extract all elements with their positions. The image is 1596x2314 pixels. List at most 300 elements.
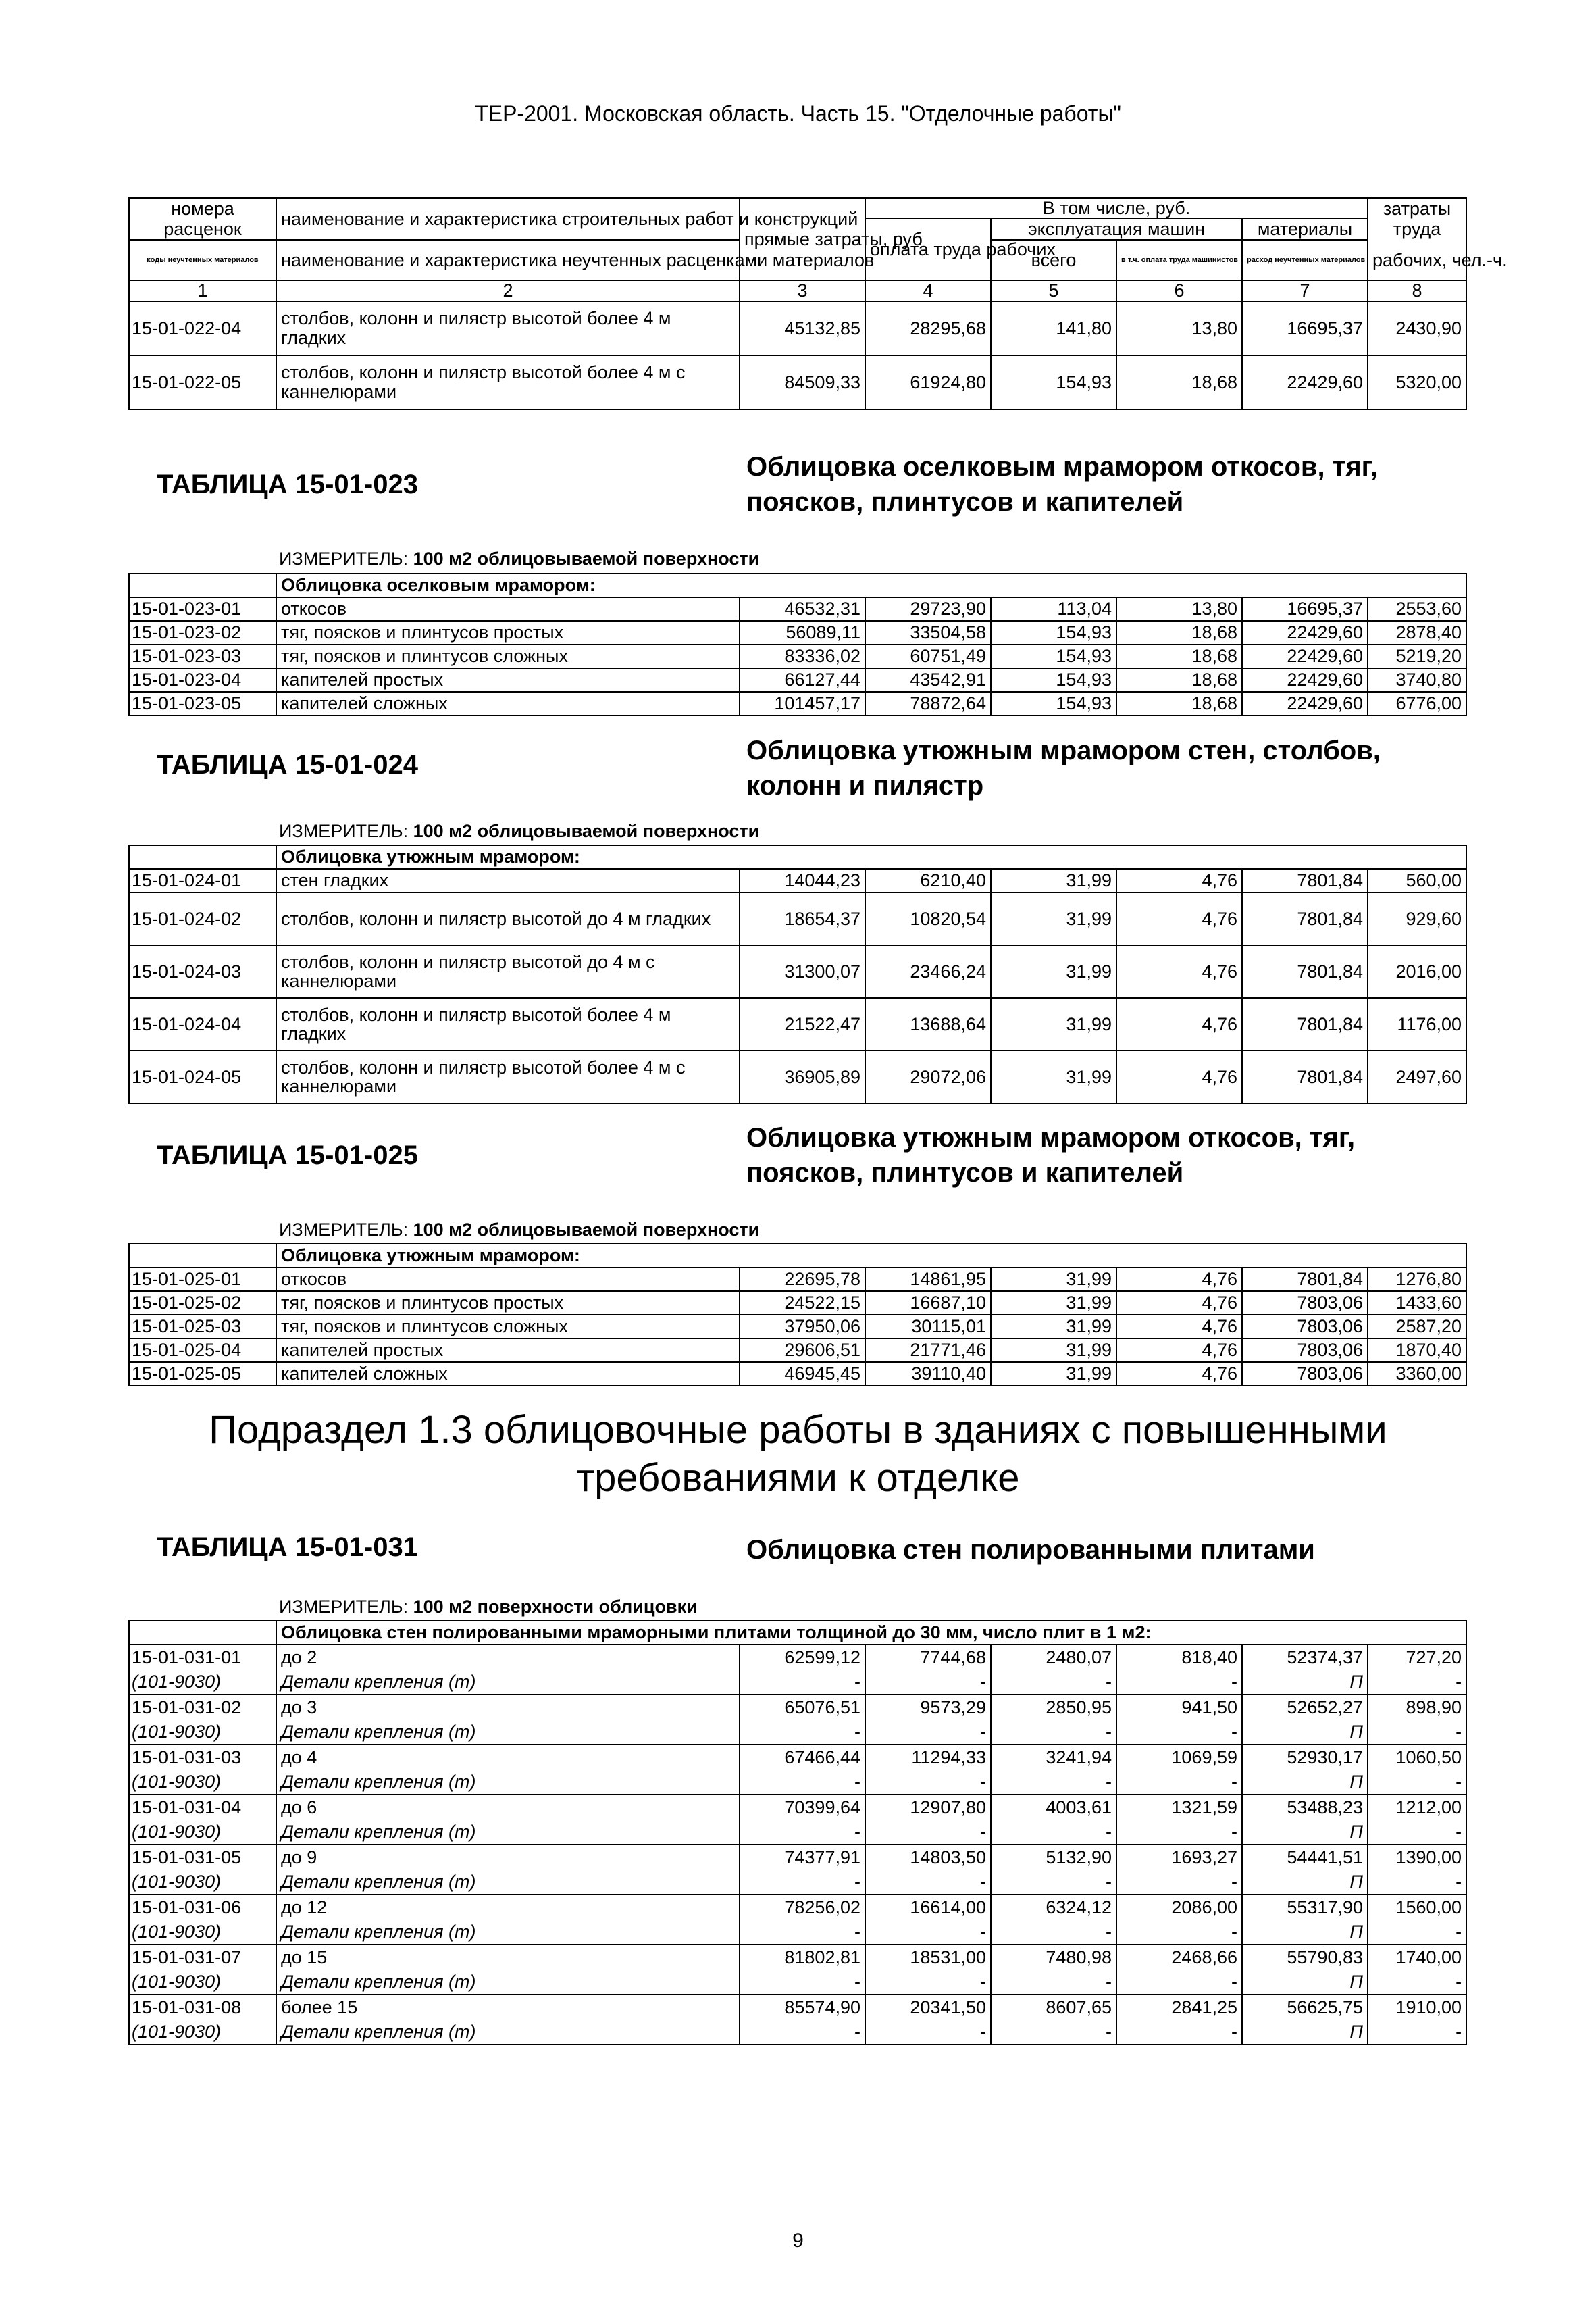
row-value: 2850,95 [991,1694,1116,1719]
material-dash: - [740,1919,865,1944]
measure-unit: 100 м2 поверхности облицовки [413,1596,698,1617]
material-dash: - [740,1869,865,1894]
row-value: 1560,00 [1368,1894,1466,1919]
row-value: 22695,78 [740,1267,865,1291]
row-value: 16614,00 [865,1894,991,1919]
material-code: (101-9030) [129,1819,276,1844]
page-number: 9 [792,2230,804,2252]
subsection-line2: требованиями к отделке [576,1455,1020,1500]
row-value: 61924,80 [865,355,991,409]
row-value: 4,76 [1116,945,1242,998]
row-name: тяг, поясков и плинтусов простых [276,1291,740,1315]
table-title: Облицовка утюжным мрамором стен, столбов, колонн и пилястр [746,736,1381,801]
table-subheading: Облицовка стен полированными мраморными плитами толщиной до 30 мм, число плит в 1 м2: [276,1621,1466,1644]
material-dash: - [991,1669,1116,1694]
row-value: 78872,64 [865,692,991,715]
row-value: 5320,00 [1368,355,1466,409]
material-dash: - [740,1769,865,1794]
table-row [129,692,1466,715]
row-value: 31,99 [991,892,1116,945]
row-value: 1069,59 [1116,1744,1242,1769]
table-label: ТАБЛИЦА 15-01-024 [157,750,418,780]
material-dash: - [865,1719,991,1744]
row-value: 8607,65 [991,1994,1116,2019]
measure-line [279,549,759,570]
material-dash: - [991,1969,1116,1994]
row-code: 15-01-023-01 [129,597,276,621]
row-value: 727,20 [1368,1644,1466,1669]
material-usage: П [1242,1669,1368,1694]
row-name: столбов, колонн и пилястр высотой до 4 м с каннелюрами [276,945,740,998]
row-value: 18,68 [1116,621,1242,645]
row-name: стен гладких [276,869,740,892]
measure-line [279,821,759,842]
row-value: 6776,00 [1368,692,1466,715]
col-machines-h: эксплуатация машин [991,218,1242,240]
row-value: 45132,85 [740,301,865,355]
row-code: 15-01-024-03 [129,945,276,998]
material-dash: - [740,1669,865,1694]
material-code: (101-9030) [129,1869,276,1894]
table-body [129,597,1466,715]
row-code: 15-01-022-04 [129,301,276,355]
row-value: 52930,17 [1242,1744,1368,1769]
row-value: 56089,11 [740,621,865,645]
row-value: 22429,60 [1242,645,1368,668]
row-name: до 9 [276,1844,740,1869]
row-value: 16695,37 [1242,597,1368,621]
material-dash: - [991,2019,1116,2044]
material-dash: - [740,1969,865,1994]
row-name: до 15 [276,1944,740,1969]
row-value: 7801,84 [1242,869,1368,892]
row-value: 5132,90 [991,1844,1116,1869]
table-15-01-025 [128,1243,1467,1386]
row-code: 15-01-031-03 [129,1744,276,1769]
row-value: 18,68 [1116,645,1242,668]
col-code-h1: номера [129,198,276,218]
table-subheading: Облицовка оселковым мрамором: [276,574,1466,597]
row-value: 31,99 [991,869,1116,892]
material-dash: - [991,1819,1116,1844]
row-value: 5219,20 [1368,645,1466,668]
row-code: 15-01-031-02 [129,1694,276,1719]
row-code: 15-01-031-05 [129,1844,276,1869]
row-name: капителей сложных [276,692,740,715]
row-value: 4,76 [1116,1291,1242,1315]
row-value: 7801,84 [1242,1267,1368,1291]
row-value: 16695,37 [1242,301,1368,355]
material-code: (101-9030) [129,2019,276,2044]
row-value: 2553,60 [1368,597,1466,621]
row-code: 15-01-024-04 [129,998,276,1051]
row-name: капителей сложных [276,1362,740,1386]
table-title: Облицовка утюжным мрамором откосов, тяг, поясков, плинтусов и капителей [746,1123,1356,1188]
row-value: 11294,33 [865,1744,991,1769]
running-title: ТЕР-2001. Московская область. Часть 15. "Отделочные работы" [475,101,1121,126]
row-value: 81802,81 [740,1944,865,1969]
col-mach-wage-h: в т.ч. оплата труда машинистов [1116,240,1242,280]
material-dash: - [1116,1919,1242,1944]
row-name: столбов, колонн и пилястр высотой до 4 м гладких [276,892,740,945]
row-name: более 15 [276,1994,740,2019]
row-value: 14803,50 [865,1844,991,1869]
measure-line [279,1219,759,1240]
row-code: 15-01-024-02 [129,892,276,945]
measure-prefix: ИЗМЕРИТЕЛЬ: [279,549,409,569]
table-row [129,998,1466,1051]
table-header [128,197,1508,410]
row-value: 36905,89 [740,1051,865,1103]
col-mat-usage-h: расход неучтенных материалов [1242,240,1368,280]
row-value: 85574,90 [740,1994,865,2019]
material-dash: - [865,1969,991,1994]
row-name: столбов, колонн и пилястр высотой более 4 м гладких [276,998,740,1051]
table-title: Облицовка стен полированными плитами [746,1535,1315,1565]
row-value: 60751,49 [865,645,991,668]
row-name: капителей простых [276,1338,740,1362]
table-row [129,1291,1466,1315]
row-value: 3360,00 [1368,1362,1466,1386]
row-value: 52374,37 [1242,1644,1368,1669]
col-num: 4 [865,280,991,301]
table-15-01-023 [128,573,1467,716]
row-value: 7801,84 [1242,998,1368,1051]
measure-prefix: ИЗМЕРИТЕЛЬ: [279,1219,409,1240]
row-value: 28295,68 [865,301,991,355]
row-value: 37950,06 [740,1315,865,1338]
row-value: 10820,54 [865,892,991,945]
row-value: 31,99 [991,1315,1116,1338]
material-dash: - [1116,2019,1242,2044]
measure-unit: 100 м2 облицовываемой поверхности [413,821,760,841]
table-row [129,668,1466,692]
measure-unit: 100 м2 облицовываемой поверхности [413,549,760,569]
row-value: 18,68 [1116,692,1242,715]
material-dash: - [740,2019,865,2044]
material-dash: - [1368,1919,1466,1944]
row-value: 2841,25 [1116,1994,1242,2019]
material-dash: - [1368,1969,1466,1994]
row-code: 15-01-031-08 [129,1994,276,2019]
row-value: 2430,90 [1368,301,1466,355]
row-value: 4003,61 [991,1794,1116,1819]
material-name: Детали крепления (т) [276,2019,740,2044]
material-dash: - [1116,1769,1242,1794]
row-code: 15-01-025-01 [129,1267,276,1291]
material-dash: - [865,2019,991,2044]
row-value: 7803,06 [1242,1362,1368,1386]
table-row [129,869,1466,892]
col-labor-h3: рабочих, чел.-ч. [1368,240,1466,280]
row-value: 22429,60 [1242,621,1368,645]
table-label: ТАБЛИЦА 15-01-031 [157,1532,418,1562]
row-value: 54441,51 [1242,1844,1368,1869]
material-dash: - [991,1769,1116,1794]
row-value: 1693,27 [1116,1844,1242,1869]
table-row [129,1994,1466,2019]
table-row [129,1051,1466,1103]
row-value: 6210,40 [865,869,991,892]
row-value: 2480,07 [991,1644,1116,1669]
row-value: 29072,06 [865,1051,991,1103]
material-code: (101-9030) [129,1919,276,1944]
material-name: Детали крепления (т) [276,1669,740,1694]
row-value: 9573,29 [865,1694,991,1719]
row-value: 1910,00 [1368,1994,1466,2019]
row-value: 1212,00 [1368,1794,1466,1819]
row-value: 2086,00 [1116,1894,1242,1919]
table-row [129,945,1466,998]
row-value: 929,60 [1368,892,1466,945]
row-value: 898,90 [1368,1694,1466,1719]
col-group-h: В том числе, руб. [865,198,1368,218]
row-value: 154,93 [991,692,1116,715]
row-code: 15-01-031-04 [129,1794,276,1819]
row-value: 101457,17 [740,692,865,715]
material-dash: - [740,1719,865,1744]
row-value: 31,99 [991,1267,1116,1291]
row-value: 39110,40 [865,1362,991,1386]
row-name: до 2 [276,1644,740,1669]
table-row [129,1844,1466,1869]
row-code: 15-01-024-05 [129,1051,276,1103]
col-num: 6 [1116,280,1242,301]
row-value: 33504,58 [865,621,991,645]
row-value: 1176,00 [1368,998,1466,1051]
col-matcode-h: коды неучтенных материалов [129,240,276,280]
row-code: 15-01-031-07 [129,1944,276,1969]
material-row [129,2019,1466,2044]
row-value: 18,68 [1116,355,1242,409]
row-name: столбов, колонн и пилястр высотой более 4 м с каннелюрами [276,355,740,409]
row-value: 941,50 [1116,1694,1242,1719]
col-wage-h: оплата труда рабочих [865,218,991,280]
row-value: 12907,80 [865,1794,991,1819]
material-row [129,1719,1466,1744]
material-dash: - [1368,1819,1466,1844]
col-materials-h: материалы [1242,218,1368,240]
row-value: 7803,06 [1242,1291,1368,1315]
table-15-01-024 [128,845,1467,1104]
table-subheading: Облицовка утюжным мрамором: [276,1244,1466,1267]
material-dash: - [865,1769,991,1794]
row-value: 84509,33 [740,355,865,409]
row-value: 2016,00 [1368,945,1466,998]
row-value: 7803,06 [1242,1315,1368,1338]
row-value: 66127,44 [740,668,865,692]
row-value: 13,80 [1116,597,1242,621]
row-value: 29606,51 [740,1338,865,1362]
row-code: 15-01-023-05 [129,692,276,715]
row-value: 22429,60 [1242,668,1368,692]
row-value: 2468,66 [1116,1944,1242,1969]
col-num: 7 [1242,280,1368,301]
col-name-h1: наименование и характеристика строительных работ и конструкций [276,198,740,240]
row-value: 7803,06 [1242,1338,1368,1362]
row-value: 113,04 [991,597,1116,621]
material-row [129,1969,1466,1994]
table-15-01-031 [128,1620,1467,2045]
row-value: 4,76 [1116,892,1242,945]
col-num: 5 [991,280,1116,301]
row-value: 1060,50 [1368,1744,1466,1769]
material-row [129,1669,1466,1694]
material-dash: - [1116,1719,1242,1744]
row-value: 13688,64 [865,998,991,1051]
row-value: 74377,91 [740,1844,865,1869]
row-value: 22429,60 [1242,692,1368,715]
row-value: 4,76 [1116,998,1242,1051]
table-title: Облицовка оселковым мрамором откосов, тяг, поясков, плинтусов и капителей [746,452,1378,517]
row-value: 24522,15 [740,1291,865,1315]
row-value: 818,40 [1116,1644,1242,1669]
row-value: 2587,20 [1368,1315,1466,1338]
table-body [129,869,1466,1103]
row-value: 21522,47 [740,998,865,1051]
material-code: (101-9030) [129,1719,276,1744]
table-subheading: Облицовка утюжным мрамором: [276,845,1466,869]
material-dash: - [1368,1869,1466,1894]
row-value: 43542,91 [865,668,991,692]
material-dash: - [865,1819,991,1844]
row-code: 15-01-023-04 [129,668,276,692]
table-label: ТАБЛИЦА 15-01-023 [157,470,418,499]
row-code: 15-01-022-05 [129,355,276,409]
row-value: 154,93 [991,645,1116,668]
material-row [129,1919,1466,1944]
table-row [129,1744,1466,1769]
row-value: 55790,83 [1242,1944,1368,1969]
row-value: 65076,51 [740,1694,865,1719]
material-usage: П [1242,1869,1368,1894]
material-dash: - [865,1919,991,1944]
row-value: 4,76 [1116,1338,1242,1362]
row-value: 70399,64 [740,1794,865,1819]
material-dash: - [740,1819,865,1844]
material-dash: - [1116,1969,1242,1994]
material-code: (101-9030) [129,1769,276,1794]
row-value: 4,76 [1116,869,1242,892]
material-usage: П [1242,1919,1368,1944]
row-value: 31,99 [991,1291,1116,1315]
row-name: капителей простых [276,668,740,692]
table-row [129,621,1466,645]
row-value: 7744,68 [865,1644,991,1669]
row-value: 46945,45 [740,1362,865,1386]
table-row [129,1694,1466,1719]
material-name: Детали крепления (т) [276,1769,740,1794]
row-name: откосов [276,1267,740,1291]
row-value: 31,99 [991,1362,1116,1386]
col-num: 1 [129,280,276,301]
row-value: 4,76 [1116,1267,1242,1291]
col-num: 3 [740,280,865,301]
row-value: 46532,31 [740,597,865,621]
row-value: 7801,84 [1242,945,1368,998]
material-code: (101-9030) [129,1669,276,1694]
table-body [129,1267,1466,1386]
row-code: 15-01-031-06 [129,1894,276,1919]
row-code: 15-01-023-03 [129,645,276,668]
table-body [129,1644,1466,2044]
material-name: Детали крепления (т) [276,1719,740,1744]
table-row [129,1794,1466,1819]
row-value: 23466,24 [865,945,991,998]
col-mach-total-h: всего [991,240,1116,280]
row-value: 7801,84 [1242,892,1368,945]
row-value: 31,99 [991,1051,1116,1103]
table-row [129,645,1466,668]
row-value: 18,68 [1116,668,1242,692]
row-value: 18531,00 [865,1944,991,1969]
measure-line [279,1596,698,1617]
col-labor-h2: труда [1368,218,1466,240]
table-row [129,301,1466,355]
row-value: 7480,98 [991,1944,1116,1969]
table-row [129,1315,1466,1338]
row-name: тяг, поясков и плинтусов сложных [276,645,740,668]
measure-prefix: ИЗМЕРИТЕЛЬ: [279,821,409,841]
row-value: 16687,10 [865,1291,991,1315]
row-value: 3740,80 [1368,668,1466,692]
row-code: 15-01-025-04 [129,1338,276,1362]
material-row [129,1769,1466,1794]
col-num: 8 [1368,280,1466,301]
table-row [129,1362,1466,1386]
col-name-h2: наименование и характеристика неучтенных расценками материалов [276,240,740,280]
material-dash: - [1116,1819,1242,1844]
table-row [129,1644,1466,1669]
material-dash: - [1116,1869,1242,1894]
row-value: 31,99 [991,1338,1116,1362]
row-value: 14044,23 [740,869,865,892]
col-num: 2 [276,280,740,301]
measure-unit: 100 м2 облицовываемой поверхности [413,1219,760,1240]
table-row [129,892,1466,945]
row-value: 1321,59 [1116,1794,1242,1819]
material-name: Детали крепления (т) [276,1969,740,1994]
row-value: 30115,01 [865,1315,991,1338]
row-name: до 4 [276,1744,740,1769]
row-code: 15-01-025-02 [129,1291,276,1315]
row-value: 4,76 [1116,1362,1242,1386]
material-usage: П [1242,1719,1368,1744]
material-row [129,1869,1466,1894]
row-value: 14861,95 [865,1267,991,1291]
row-value: 7801,84 [1242,1051,1368,1103]
material-usage: П [1242,1819,1368,1844]
material-name: Детали крепления (т) [276,1919,740,1944]
measure-prefix: ИЗМЕРИТЕЛЬ: [279,1596,409,1617]
row-value: 83336,02 [740,645,865,668]
row-value: 560,00 [1368,869,1466,892]
material-usage: П [1242,1769,1368,1794]
col-code-h2: расценок [129,218,276,240]
row-code: 15-01-031-01 [129,1644,276,1669]
row-name: до 3 [276,1694,740,1719]
material-row [129,1819,1466,1844]
row-value: 6324,12 [991,1894,1116,1919]
table-row [129,597,1466,621]
material-dash: - [991,1919,1116,1944]
subsection-line1: Подраздел 1.3 облицовочные работы в зданиях с повышенными [209,1408,1387,1452]
col-labor-h1: затраты [1368,198,1466,218]
row-name: тяг, поясков и плинтусов сложных [276,1315,740,1338]
row-value: 29723,90 [865,597,991,621]
row-value: 53488,23 [1242,1794,1368,1819]
material-dash: - [991,1719,1116,1744]
